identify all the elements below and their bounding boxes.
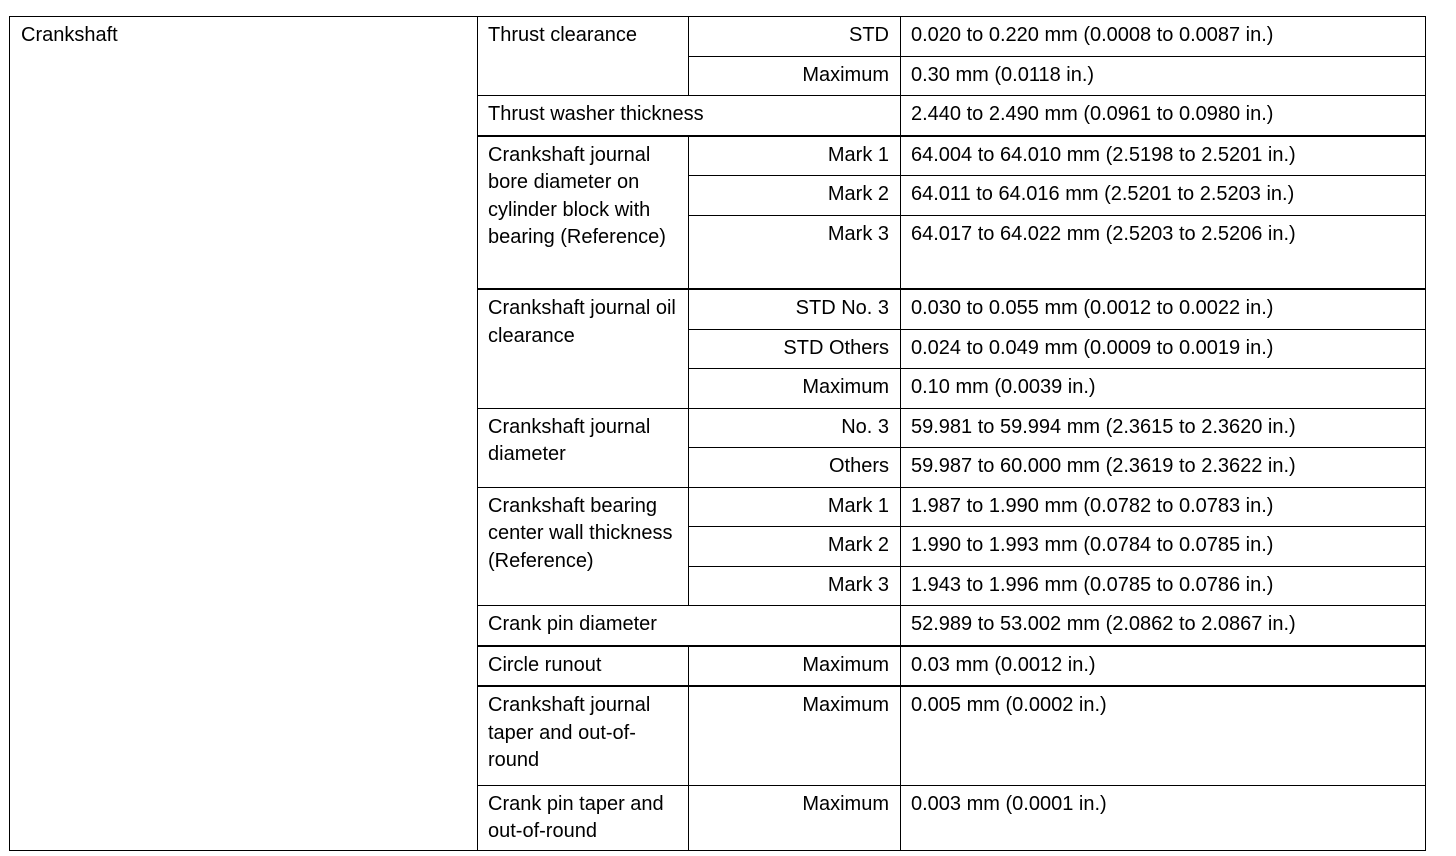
spec-value: 59.987 to 60.000 mm (2.3619 to 2.3622 in.) — [901, 448, 1426, 488]
crankshaft-spec-table — [9, 16, 1426, 851]
spec-condition: STD No. 3 — [689, 289, 901, 329]
spec-item: Crankshaft journal diameter — [478, 408, 689, 487]
spec-condition: Maximum — [689, 646, 901, 687]
spec-value: 0.30 mm (0.0118 in.) — [901, 56, 1426, 96]
spec-condition: Maximum — [689, 369, 901, 409]
spec-item: Thrust clearance — [478, 17, 689, 96]
spec-item: Thrust washer thickness — [478, 96, 901, 136]
spec-value: 0.024 to 0.049 mm (0.0009 to 0.0019 in.) — [901, 329, 1426, 369]
spec-item: Crank pin taper and out-of-round — [478, 785, 689, 850]
spec-value: 0.10 mm (0.0039 in.) — [901, 369, 1426, 409]
spec-item: Crankshaft journal oil clearance — [478, 289, 689, 408]
spec-condition: Mark 1 — [689, 136, 901, 176]
spec-condition: STD Others — [689, 329, 901, 369]
spec-value: 0.03 mm (0.0012 in.) — [901, 646, 1426, 687]
spec-condition: Others — [689, 448, 901, 488]
spec-item: Crank pin diameter — [478, 606, 901, 646]
spec-item: Crankshaft journal bore diameter on cylinder block with bearing (Reference) — [478, 136, 689, 290]
component-name: Crankshaft — [10, 17, 478, 851]
spec-value: 0.005 mm (0.0002 in.) — [901, 686, 1426, 785]
spec-value: 64.004 to 64.010 mm (2.5198 to 2.5201 in.) — [901, 136, 1426, 176]
spec-value: 64.017 to 64.022 mm (2.5203 to 2.5206 in.) — [901, 215, 1426, 289]
spec-value: 2.440 to 2.490 mm (0.0961 to 0.0980 in.) — [901, 96, 1426, 136]
spec-item: Crankshaft bearing center wall thickness (Reference) — [478, 487, 689, 606]
spec-condition: Mark 2 — [689, 176, 901, 216]
spec-value: 0.020 to 0.220 mm (0.0008 to 0.0087 in.) — [901, 17, 1426, 57]
spec-value: 52.989 to 53.002 mm (2.0862 to 2.0867 in.) — [901, 606, 1426, 646]
table-row — [10, 17, 1426, 57]
spec-value: 0.030 to 0.055 mm (0.0012 to 0.0022 in.) — [901, 289, 1426, 329]
spec-item: Circle runout — [478, 646, 689, 687]
spec-value: 1.990 to 1.993 mm (0.0784 to 0.0785 in.) — [901, 527, 1426, 567]
spec-value: 59.981 to 59.994 mm (2.3615 to 2.3620 in.) — [901, 408, 1426, 448]
spec-condition: No. 3 — [689, 408, 901, 448]
spec-condition: Mark 3 — [689, 215, 901, 289]
spec-value: 0.003 mm (0.0001 in.) — [901, 785, 1426, 850]
spec-condition: Maximum — [689, 686, 901, 785]
spec-condition: Maximum — [689, 56, 901, 96]
spec-condition: Mark 2 — [689, 527, 901, 567]
spec-condition: Mark 3 — [689, 566, 901, 606]
spec-condition: Mark 1 — [689, 487, 901, 527]
spec-item: Crankshaft journal taper and out-of-round — [478, 686, 689, 785]
spec-condition: Maximum — [689, 785, 901, 850]
spec-condition: STD — [689, 17, 901, 57]
spec-value: 1.943 to 1.996 mm (0.0785 to 0.0786 in.) — [901, 566, 1426, 606]
spec-value: 64.011 to 64.016 mm (2.5201 to 2.5203 in.) — [901, 176, 1426, 216]
spec-value: 1.987 to 1.990 mm (0.0782 to 0.0783 in.) — [901, 487, 1426, 527]
